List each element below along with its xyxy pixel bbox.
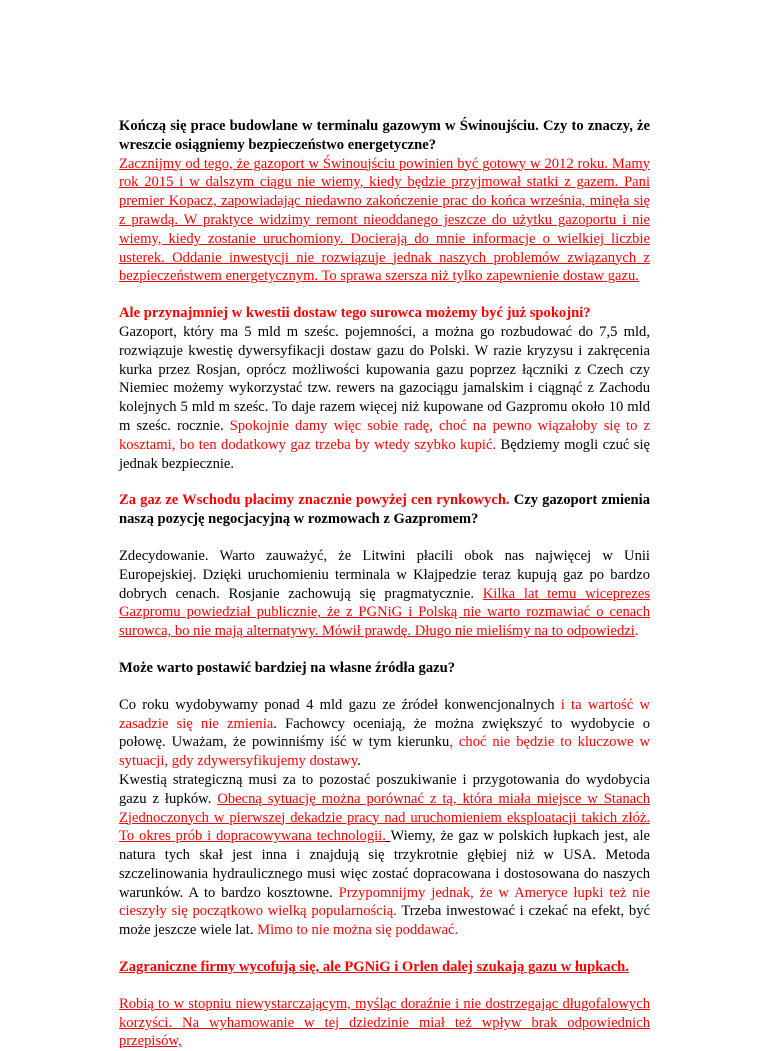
- spacer: [119, 977, 650, 995]
- question-1: Kończą się prace budowlane w terminalu gazowym w Świnoujściu. Czy to znaczy, że wreszcie osiągniemy bezpieczeństwo energetyczne?: [119, 118, 650, 153]
- answer-4-paragraph-1: Co roku wydobywamy ponad 4 mld gazu ze źródeł konwencjonalnych i ta wartość w zasadzie się nie zmienia. Fachowcy oceniają, że można zwiększyć to wydobycie o połowę. Uważam, że powinniśmy iść w tym kierunku, choć nie będzie to kluczowe w sytuacji, gdy zdywersyfikujemy dostawy.: [119, 696, 650, 770]
- question-5: Zagraniczne firmy wycofują się, ale PGNiG i Orlen dalej szukają gazu w łupkach.: [119, 959, 629, 976]
- answer-2: Gazoport, który ma 5 mld m sześc. pojemności, a można go rozbudować do 7,5 mld, rozwiązuje kwestię dywersyfikacji dostaw gazu do Polski. W razie kryzysu i zakręcenia kurka przez Rosjan, oprócz możliwości kupowania gazu poprzez łączniki z Czech czy Niemiec możemy wykorzystać tzw. rewers na gazociągu jamalskim i ciągnąć z Zachodu kolejnych 5 mld m sześc. To daje razem więcej niż kupowane od Gazpromu około 10 mld m sześc. rocznie. Spokojnie damy więc sobie radę, choć na pewno wiązałoby się to z kosztami, bo ten dodatkowy gaz trzeba by wtedy szybko kupić. Będziemy mogli czuć się jednak bezpiecznie.: [119, 323, 650, 472]
- answer-1: Zacznijmy od tego, że gazoport w Świnoujściu powinien być gotowy w 2012 roku. Mamy rok 2015 i w dalszym ciągu nie wiemy, kiedy będzie przyjmował statki z gazem. Pani premier Kopacz, zapowiadając niedawno zakończenie prac do końca września, minęła się z prawdą. W praktyce widzimy remont nieoddanego jeszcze do użytku gazoportu i nie wiemy, kiedy zostanie uruchomiony. Docierają do mnie informacje o wielkiej liczbie usterek. Oddanie inwestycji nie rozwiązuje jednak naszych problemów związanych z bezpieczeństwem energetycznym. To sprawa szersza niż tylko zapewnienie dostaw gazu.: [119, 155, 650, 285]
- document-page: [119, 117, 650, 1051]
- spacer: [119, 529, 650, 547]
- spacer: [119, 473, 650, 491]
- spacer: [119, 641, 650, 659]
- spacer: [119, 286, 650, 304]
- question-4: Może warto postawić bardziej na własne źródła gazu?: [119, 659, 456, 676]
- question-3: Za gaz ze Wschodu płacimy znacznie powyżej cen rynkowych. Czy gazoport zmienia naszą pozycję negocjacyjną w rozmowach z Gazpromem?: [119, 492, 651, 528]
- answer-3: Zdecydowanie. Warto zauważyć, że Litwini płacili obok nas najwięcej w Unii Europejskiej. Dzięki uruchomieniu terminala w Kłajpedzie teraz kupują gaz po bardzo dobrych cenach. Rosjanie zachowują się pragmatycznie. Kilka lat temu wiceprezes Gazpromu powiedział publicznie, że z PGNiG i Polską nie warto rozmawiać o cenach surowca, bo nie mają alternatywy. Mówił prawdę. Długo nie mieliśmy na to odpowiedzi.: [119, 547, 651, 640]
- spacer: [119, 940, 650, 958]
- spacer: [119, 678, 650, 696]
- answer-4-paragraph-2: Kwestią strategiczną musi za to pozostać poszukiwanie i przygotowania do wydobycia gazu z łupków. Obecną sytuację można porównać z tą, która miała miejsce w Stanach Zjednoczonych w pierwszej dekadzie pracy nad uruchomieniem eksploatacji takich złóż. To okres prób i dopracowywana technologii. Wiemy, że gaz w polskich łupkach jest, ale natura tych skał jest inna i znajdują się trzykrotnie głębiej niż w USA. Metoda szczelinowania hydraulicznego musi więc zostać dopracowana i dostosowana do naszych warunków. A to bardzo kosztowne. Przypomnijmy jednak, że w Ameryce łupki też nie cieszyły się początkowo wielką popularnością. Trzeba inwestować i czekać na efekt, być może jeszcze wiele lat. Mimo to nie można się poddawać.: [119, 771, 650, 939]
- question-2: Ale przynajmniej w kwestii dostaw tego surowca możemy być już spokojni?: [119, 305, 591, 322]
- answer-5: Robią to w stopniu niewystarczającym, myśląc doraźnie i nie dostrzegając długofalowych korzyści. Na wyhamowanie w tej dziedzinie miał też wpływ brak odpowiednich przepisów,: [119, 995, 650, 1050]
